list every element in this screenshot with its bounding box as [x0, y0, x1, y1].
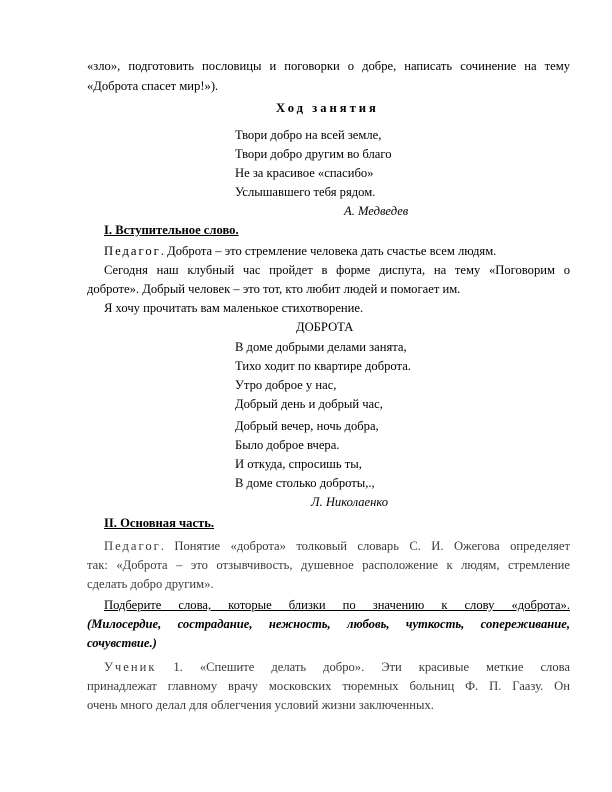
part2-heading: II. Основная часть.: [104, 516, 215, 530]
part1-p3: Я хочу прочитать вам маленькое стихотворение.: [104, 301, 364, 315]
part1-p1-text: . Доброта – это стремление человека дать счастье всем людям.: [160, 244, 497, 258]
part1-p2-line-2: доброте». Добрый человек – это тот, кто любит людей и помогает им.: [87, 282, 461, 296]
poem-line: Тихо ходит по квартире доброта.: [235, 359, 411, 373]
part2-p1-line-1: [104, 539, 570, 554]
intro-line-2: «Доброта спасет мир!»).: [87, 79, 219, 93]
epigraph-line: Услышавшего тебя рядом.: [235, 185, 376, 199]
part1-p2-line-1: Сегодня наш клубный час пройдет в форме диспута, на тему «Поговорим о: [104, 263, 570, 277]
part1-heading: I. Вступительное слово.: [104, 223, 239, 237]
speaker-label: Педагог: [104, 539, 161, 553]
epigraph-author: А. Медведев: [344, 204, 409, 218]
epigraph-line: Не за красивое «спасибо»: [235, 166, 374, 180]
poem-line: Добрый вечер, ночь добра,: [235, 419, 379, 433]
poem-line: Добрый день и добрый час,: [235, 397, 383, 411]
epigraph-line: Твори добро на всей земле,: [235, 128, 382, 142]
student-label: Ученик: [104, 660, 157, 674]
part1-paragraph-1: [104, 244, 496, 259]
epigraph-line: Твори добро другим во благо: [235, 147, 392, 161]
poem-line: В доме столько доброты,.,: [235, 476, 375, 490]
poem-line: Было доброе вчера.: [235, 438, 340, 452]
poem-line: В доме добрыми делами занята,: [235, 340, 407, 354]
poem-line: Утро доброе у нас,: [235, 378, 337, 392]
poem-line: И откуда, спросишь ты,: [235, 457, 362, 471]
speaker-label: Педагог: [104, 244, 161, 258]
part2-student-line-3: очень много делал для облегчения условий жизни заключенных.: [87, 698, 434, 712]
part2-student-line-1: [104, 660, 570, 675]
part2-task-line-2: (Милосердие, сострадание, нежность, любовь, чуткость, сопереживание,: [87, 617, 570, 631]
intro-line-1: «зло», подготовить пословицы и поговорки о добре, написать сочинение на тему: [87, 59, 570, 73]
poem-title: ДОБРОТА: [296, 320, 354, 334]
poem-author: Л. Николаенко: [311, 495, 389, 509]
part2-task-line-1: Подберите слова, которые близки по значению к слову «доброта».: [104, 598, 570, 612]
part2-student-text: 1. «Спешите делать добро». Эти красивые меткие слова: [173, 660, 570, 674]
part2-p1-line-3: сделать добро другим».: [87, 577, 214, 591]
part2-student-line-2: принадлежат главному врачу московских тюремных больниц Ф. П. Гаазу. Он: [87, 679, 570, 693]
part2-p1-line-2: так: «Доброта – это отзывчивость, душевное расположение к людям, стремление: [87, 558, 570, 572]
part2-task-line-3: сочувствие.): [87, 636, 157, 650]
section-title: Ход занятия: [276, 101, 379, 115]
part2-p1-text: . Понятие «доброта» толковый словарь С. И. Ожегова определяет: [160, 539, 570, 553]
